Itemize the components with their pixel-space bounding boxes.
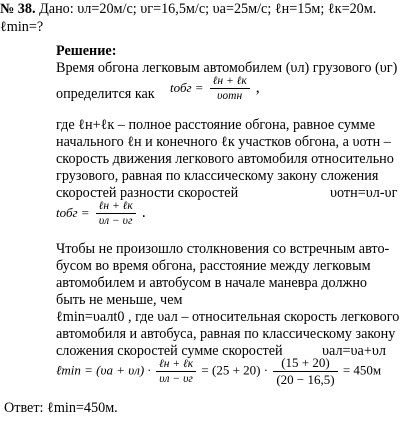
problem-number: № 38.: [0, 1, 36, 17]
given-line-1: [0, 1, 376, 18]
solution-paragraph-line: ℓmin=υалt0 , где υал – относительная скорость легкового: [56, 309, 400, 325]
fraction-denominator: υотн: [217, 90, 243, 102]
solution-paragraph-line: где ℓн+ℓк – полное расстояние обгона, равное сумме: [56, 117, 376, 133]
solution-paragraph-line: автомобилем и автобусом в начале маневра должно: [56, 275, 368, 291]
fraction-denominator: υл − υг: [159, 373, 193, 385]
formula-fraction-numeric: [273, 355, 337, 388]
formula-tail: .: [141, 204, 146, 222]
formula-lhs: tобг =: [170, 80, 204, 96]
formula-fraction: [156, 357, 196, 386]
formula-lhs: tобг =: [56, 205, 90, 221]
overtake-time-formula-2: [56, 199, 146, 228]
overtake-time-formula: [170, 74, 260, 103]
solution-paragraph-line: скорость движения легкового автомобиля относительно: [56, 151, 394, 167]
solution-heading: Решение:: [56, 43, 117, 59]
given-line-2: ℓmin=?: [0, 19, 44, 35]
solution-paragraph-line: Чтобы не произошло столкновения со встречным авто-: [56, 241, 390, 257]
formula-fraction: [210, 74, 250, 103]
fraction-numerator: (15 + 20): [273, 355, 337, 372]
solution-paragraph-line: автомобиля и автобуса, равная по классическому закону: [56, 326, 396, 342]
answer-line: Ответ: ℓmin=450м.: [4, 400, 118, 416]
formula-fraction: [96, 199, 136, 228]
fraction-numerator: ℓн + ℓк: [96, 199, 136, 214]
formula-result: = 450м: [342, 362, 382, 378]
fraction-denominator: υл − υг: [98, 215, 133, 227]
fraction-denominator: (20 − 16,5): [276, 372, 335, 387]
formula-lhs: ℓmin = (υа + υл) ·: [56, 362, 151, 378]
solution-paragraph-line: быть не меньше, чем: [56, 292, 183, 308]
relative-speed-expression: υотн=υл-υг: [330, 185, 398, 201]
fraction-numerator: ℓн + ℓк: [210, 74, 250, 89]
closing-speed-expression: υал=υа+υл: [322, 343, 386, 359]
minimum-distance-formula: [56, 355, 381, 388]
given-data: Дано: υл=20м/с; υг=16,5м/с; υа=25м/с; ℓн=15м; ℓк=20м.: [39, 1, 377, 17]
solution-paragraph-line: начального ℓн и конечного ℓк участков обгона, а υотн –: [56, 134, 391, 150]
fraction-numerator: ℓн + ℓк: [156, 357, 196, 372]
formula-substitution: = (25 + 20) ·: [201, 362, 269, 378]
solution-paragraph-line: определится как: [56, 86, 155, 102]
solution-paragraph-line: скоростей разности скоростей: [56, 185, 239, 201]
formula-tail: ,: [255, 79, 260, 97]
solution-paragraph-line: бусом во время обгона, расстояние между легковым: [56, 258, 371, 274]
solution-paragraph-line: сложения скоростей сумме скоростей: [56, 343, 283, 359]
solution-paragraph-line: Время обгона легковым автомобилем (υл) грузового (υг): [56, 60, 398, 76]
solution-paragraph-line: грузового, равная по классическому закону сложения: [56, 168, 379, 184]
